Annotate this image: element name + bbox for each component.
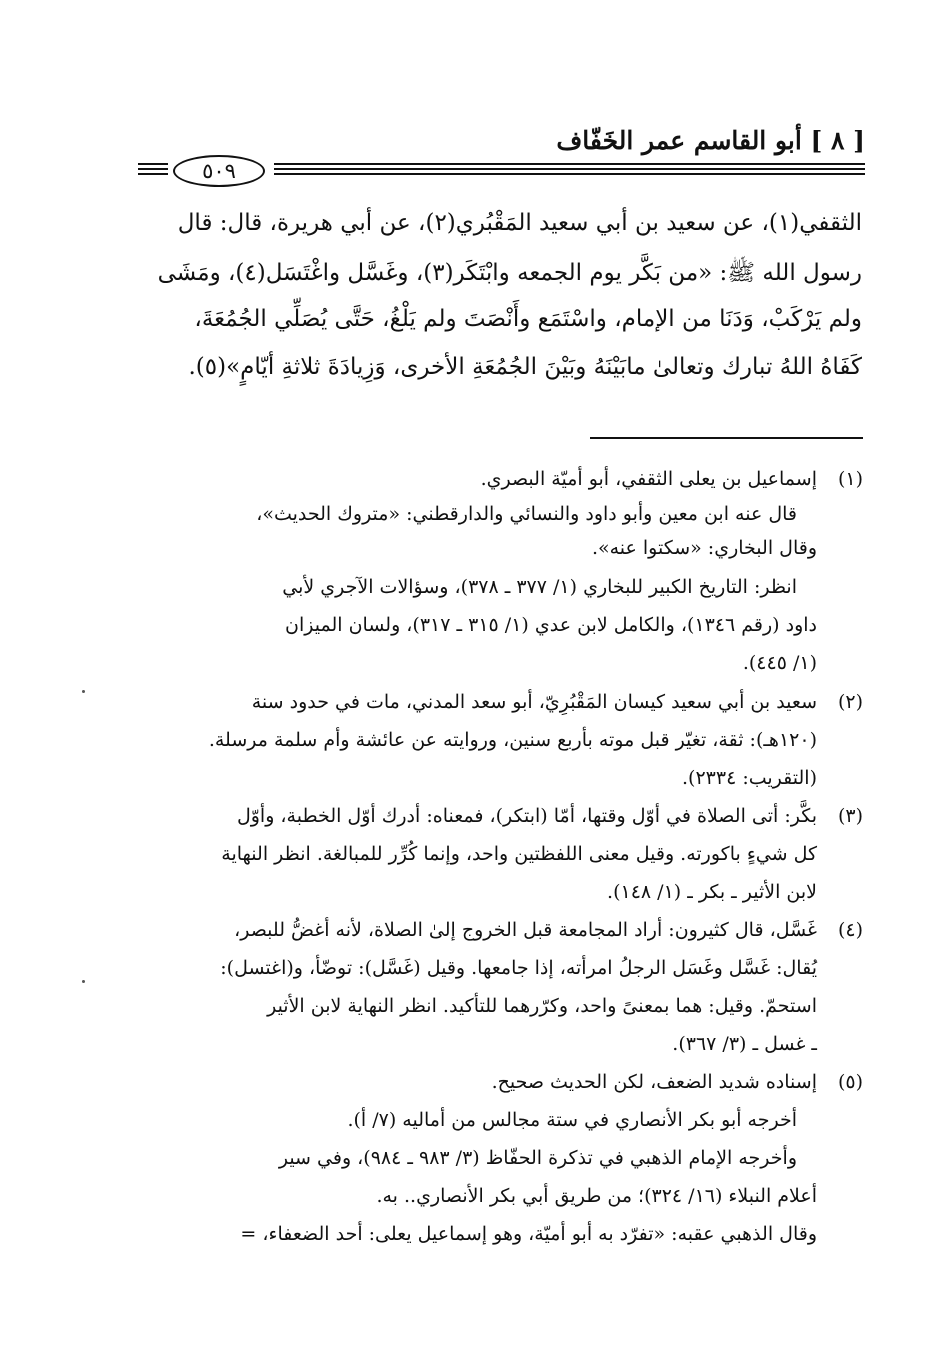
footnote-line: قال عنه ابن معين وأبو داود والنسائي والدارقطني: «متروك الحديث»، [256,503,797,525]
footnote-line: بكَّر: أتى الصلاة في أوّل وقتها، أمّا (ابتكر)، فمعناه: أدرك أوّل الخطبة، وأوّل [236,805,817,827]
footnote-line: أخرجه أبو بكر الأنصاري في ستة مجالس من أماليه (٧/ أ). [347,1109,797,1131]
footnote-line: (١٢٠هـ): ثقة، تغيّر قبل موته بأربع سنين، وروايته عن عائشة وأم سلمة مرسلة. [208,729,817,751]
footnote-number: (٤) [837,919,863,941]
main-text-line: رسول الله ﷺ: «من بَكَّر يوم الجمعه وابْتَكَر(٣)، وغَسَّل واغْتَسَل(٤)، ومَشَى [157,260,862,286]
running-header-title: [ ٨ ] أبو القاسم عمر الخَفّاف [556,126,865,155]
header-rule-right-2 [274,168,865,170]
footnote-line: أعلام النبلاء (١٦/ ٣٢٤)؛ من طريق أبي بكر الأنصاري.. به. [376,1185,817,1207]
header-rule-left-2 [138,168,168,170]
footnote-line: إسناده شديد الضعف، لكن الحديث صحيح. [491,1071,817,1093]
page-number-badge: ٥٠٩ [173,155,265,187]
footnote-number: (١) [837,468,863,490]
scan-speck [82,690,85,693]
header-rule-left-3 [138,173,168,175]
footnote-number: (٣) [837,805,863,827]
footnote-separator [590,437,863,439]
footnote-line: استحمّ. وقيل: هما بمعنىً واحد، وكرّرهما للتأكيد. انظر النهاية لابن الأثير [267,995,817,1017]
main-text-line: كَفَاهُ اللهُ تبارك وتعالىٰ مابَيْنَهُ وبَيْنَ الجُمُعَةِ الأخرى، وَزِيادَةَ ثلاثةِ أيّامٍ»(٥). [188,354,862,380]
footnote-line: لابن الأثير ـ بكر ـ (١/ ١٤٨). [607,881,817,903]
main-text-line: الثقفي(١)، عن سعيد بن أبي سعيد المَقْبُري(٢)، عن أبي هريرة، قال: قال [177,210,862,236]
footnote-line: وأخرجه الإمام الذهبي في تذكرة الحفّاظ (٣/ ٩٨٣ ـ ٩٨٤)، وفي سير [278,1147,797,1169]
main-text-line: ولم يَرْكَبْ، وَدَنَا من الإمام، واسْتَمَع وأَنْصَتَ ولم يَلْغُ، حَتَّى يُصَلِّي الجُمُعَةَ، [194,306,862,332]
footnote-line: داود (رقم ١٣٤٦)، والكامل لابن عدي (١/ ٣١٥ ـ ٣١٧)، ولسان الميزان [285,614,817,636]
header-rule-left-1 [138,163,168,165]
footnote-line: سعيد بن أبي سعيد كيسان المَقْبُرِيّ، أبو سعد المدني، مات في حدود سنة [251,691,817,713]
header-rule-right-3 [274,173,865,175]
footnote-line: كل شيءٍ باكورته. وقيل معنى اللفظتين واحد، وإنما كُرِّر للمبالغة. انظر النهاية [221,843,817,865]
scan-speck [82,980,85,983]
footnote-line: إسماعيل بن يعلى الثقفي، أبو أميّة البصري. [480,468,817,490]
footnote-line: (التقريب: ٢٣٣٤). [682,767,817,789]
footnote-number: (٥) [837,1071,863,1093]
footnote-line: وقال البخاري: «سكتوا عنه». [591,537,817,559]
header-rule-right-1 [274,163,865,165]
footnote-line: ـ غسل ـ (٣/ ٣٦٧). [672,1033,817,1055]
footnote-line: غَسَّل، قال كثيرون: أراد المجامعة قبل الخروج إلىٰ الصلاة، لأنه أغضُّ للبصر، [234,919,817,941]
footnote-number: (٢) [837,691,863,713]
footnote-line: وقال الذهبي عقبه: «تفرّد به أبو أميّة، وهو إسماعيل يعلى: أحد الضعفاء، = [240,1223,817,1245]
footnote-line: (١/ ٤٤٥). [742,652,817,674]
footnote-line: يُقال: غَسَّل وغَسَل الرجلُ امرأته، إذا جامعها. وقيل (غَسَّل): توضّأ، و(اغتسل): [220,957,817,979]
footnote-line: انظر: التاريخ الكبير للبخاري (١/ ٣٧٧ ـ ٣٧٨)، وسؤالات الآجري لأبي [282,576,797,598]
